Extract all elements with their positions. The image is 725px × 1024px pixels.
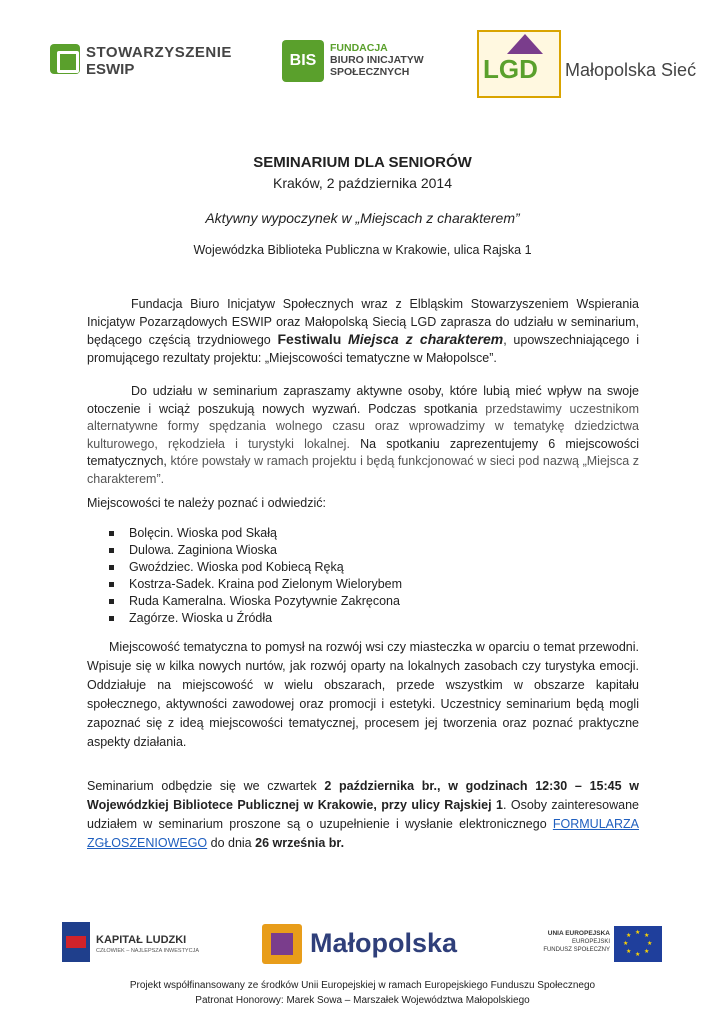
malopolska-logo: [262, 924, 472, 968]
invitation-paragraph: Do udziału w seminarium zapraszamy aktywne osoby, które lubią mieć wpływ na swoje otoczenie i wciąż poszukują nowych wyzwań. Podczas spotkania przedstawimy uczestnikom alternatywne formy spędzania wolnego czasu oraz wprowadzimy w tematykę dziedzictwa kulturowego, rękodzieła i turystyki lokalnej. Na spotkaniu zaprezentujemy 6 miejscowości tematycznych, które powstały w ramach projektu i będą funkcjonować w sieci pod nazwą „Miejsca z charakterem”.: [87, 384, 640, 486]
intro-paragraph: Fundacja Biuro Inicjatyw Społecznych wraz z Elbląskim Stowarzyszeniem Wspierania Inicjatyw Pozarządowych ESWIP oraz Małopolską Siecią LGD zaprasza do udziału w seminarium, będącego częścią trzydniowego Festiwalu Miejsca z charakterem, upowszechniającego i promującego rezultaty projektu: „Miejscowości tematyczne w Małopolsce”.: [87, 297, 640, 365]
registration-form-link[interactable]: FORMULARZA ZGŁOSZENIOWEGO: [87, 817, 639, 850]
eswip-mark-icon: [50, 44, 80, 74]
concept-paragraph: Miejscowość tematyczna to pomysł na rozwój wsi czy miasteczka w oparciu o temat przewodni. Wpisuje się w kilka nowych nurtów, jak rozwój oparty na lokalnych zasobach czy turystyka emocji. Oddziałuje na miejscowość w wielu obszarach, przede wszystkim w obszarze kapitału społecznego, aktywności zawodowej oraz promocji i estetyki. Uczestnicy seminarium będą mogli zapoznać się z ideą miejscowości tematycznej, procesem jej tworzenia oraz poznać praktyczne aspekty działania.: [87, 640, 639, 749]
lgd-name: Małopolska Sieć: [565, 60, 697, 80]
kl-name: KAPITAŁ LUDZKI: [96, 934, 187, 946]
festival-word: Festiwalu: [277, 331, 342, 347]
eu-line2: EUROPEJSKI: [571, 939, 610, 945]
list-item: Zagórze. Wioska u Źródła: [105, 610, 402, 627]
mountain-icon: [507, 34, 543, 54]
list-item: Bolęcin. Wioska pod Skałą: [105, 525, 402, 542]
kapital-ludzki-logo: [62, 922, 212, 966]
places-list: [105, 525, 402, 627]
eu-flag-icon: ★ ★ ★ ★ ★ ★ ★ ★: [614, 926, 662, 962]
bis-line3: SPOŁECZNYCH: [330, 66, 410, 78]
crest-icon: [262, 924, 302, 964]
funding-note: Projekt współfinansowany ze środków Unii Europejskiej w ramach Europejskiego Funduszu Społecznego: [129, 980, 596, 991]
details-paragraph: Seminarium odbędzie się we czwartek 2 października br., w godzinach 12:30 – 15:45 w Wojewódzkiej Bibliotece Publicznej w Krakowie, przy ulicy Rajskiej 1. Osoby zainteresowane udziałem w seminarium proszone są o uzupełnienie i wysłanie elektronicznego FORMULARZA ZGŁOSZENIOWEGO do dnia 26 września br.: [87, 779, 639, 850]
list-item: Ruda Kameralna. Wioska Pozytywnie Zakręcona: [105, 593, 402, 610]
bis-line1: FUNDACJA: [330, 42, 388, 54]
bis-line2: BIURO INICJATYW: [330, 54, 424, 66]
list-item: Dulowa. Zaginiona Wioska: [105, 542, 402, 559]
list-item: Kostrza-Sadek. Kraina pod Zielonym Wielorybem: [105, 576, 402, 593]
event-motto: Aktywny wypoczynek w „Miejscach z charakterem”: [205, 210, 520, 226]
event-venue: Wojewódzka Biblioteka Publiczna w Krakowie, ulica Rajska 1: [193, 243, 532, 257]
flag-icon: [62, 922, 90, 962]
event-date: Kraków, 2 października 2014: [273, 175, 452, 191]
lgd-badge: LGD: [483, 54, 538, 84]
eu-logo: [530, 926, 665, 966]
bis-badge: BIS: [282, 40, 324, 82]
bis-logo: [282, 38, 432, 84]
eswip-line2: ESWIP: [86, 61, 135, 78]
malopolska-name: Małopolska: [310, 928, 458, 958]
kl-tagline: CZŁOWIEK – NAJLEPSZA INWESTYCJA: [96, 948, 199, 954]
lgd-logo: [477, 30, 717, 96]
eswip-line1: STOWARZYSZENIE: [86, 44, 232, 61]
page-title: SEMINARIUM DLA SENIORÓW: [253, 154, 472, 171]
list-intro: Miejscowości te należy poznać i odwiedzić:: [87, 496, 326, 510]
eu-line3: FUNDUSZ SPOŁECZNY: [543, 947, 610, 953]
patronage-note: Patronat Honorowy: Marek Sowa – Marszałek Województwa Małopolskiego: [195, 995, 530, 1006]
eu-line1: UNIA EUROPEJSKA: [547, 930, 610, 937]
eswip-logo: [50, 44, 240, 84]
festival-name: Miejsca z charakterem: [348, 331, 504, 347]
list-item: Gwoździec. Wioska pod Kobiecą Ręką: [105, 559, 402, 576]
